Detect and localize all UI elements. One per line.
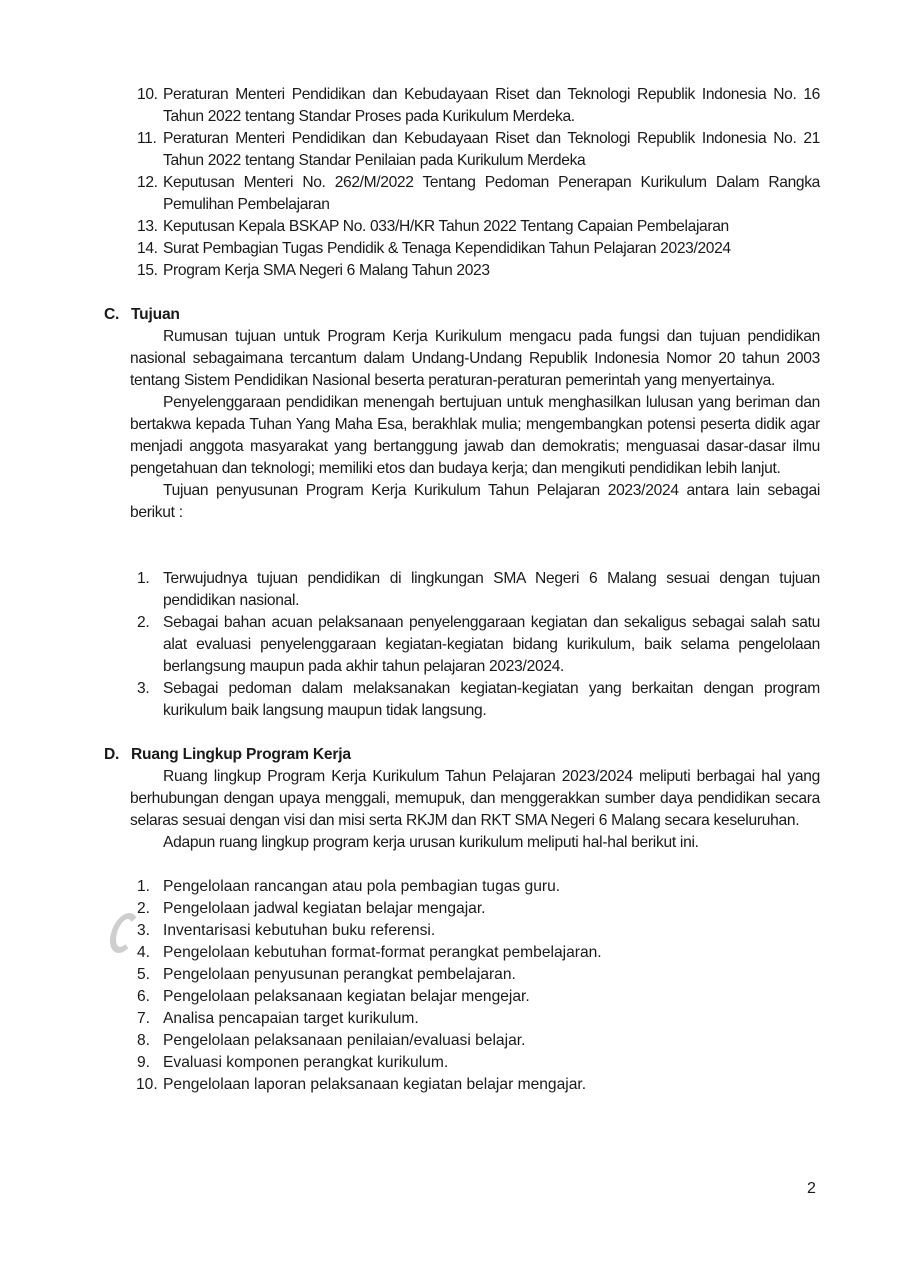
paragraph-text: Tujuan penyusunan Program Kerja Kurikulum Tahun Pelajaran 2023/2024 antara lain sebagai berikut : <box>130 482 820 521</box>
section-letter: C. <box>104 306 120 323</box>
list-item <box>130 1052 820 1074</box>
item-text: Pengelolaan pelaksanaan kegiatan belajar mengejar. <box>163 988 530 1005</box>
reference-item <box>130 172 820 216</box>
section-c-body <box>130 326 820 524</box>
reference-item <box>130 128 820 172</box>
section-c-heading <box>104 304 180 326</box>
item-number: 10. <box>137 86 158 103</box>
section-d-heading <box>104 744 351 766</box>
item-number: 12. <box>137 174 158 191</box>
list-item <box>130 876 820 898</box>
item-number: 2. <box>137 900 151 917</box>
item-text: Keputusan Kepala BSKAP No. 033/H/KR Tahun 2022 Tentang Capaian Pembelajaran <box>163 218 729 235</box>
list-item <box>130 898 820 920</box>
section-c-list <box>130 568 820 722</box>
item-text: Program Kerja SMA Negeri 6 Malang Tahun 2023 <box>163 262 490 279</box>
item-text: Pengelolaan rancangan atau pola pembagian tugas guru. <box>163 878 561 895</box>
section-letter: D. <box>104 746 120 763</box>
item-number: 9. <box>137 1054 151 1071</box>
paragraph-text: Ruang lingkup Program Kerja Kurikulum Tahun Pelajaran 2023/2024 meliputi berbagai hal yang berhubungan dengan upaya menggali, memupuk, dan menggerakkan sumber daya pendidikan secara selaras sesuai dengan visi dan misi serta RKJM dan RKT SMA Negeri 6 Malang secara keseluruhan. <box>130 768 820 829</box>
paragraph-text: Rumusan tujuan untuk Program Kerja Kurikulum mengacu pada fungsi dan tujuan pendidikan nasional sebagaimana tercantum dalam Undang-Undang Republik Indonesia Nomor 20 tahun 2003 tentang Sistem Pendidikan Nasional beserta peraturan-peraturan pemerintah yang menyertainya. <box>130 328 820 389</box>
paragraph-text: Penyelenggaraan pendidikan menengah bertujuan untuk menghasilkan lulusan yang beriman dan bertakwa kepada Tuhan Yang Maha Esa, berakhlak mulia; mengembangkan potensi peserta didik agar menjadi anggota masyarakat yang bertanggung jawab dan demokratis; menguasai dasar-dasar ilmu pengetahuan dan teknologi; memiliki etos dan budaya kerja; dan mengikuti pendidikan lebih lanjut. <box>130 394 820 477</box>
item-text: Pengelolaan pelaksanaan penilaian/evaluasi belajar. <box>163 1032 526 1049</box>
list-item <box>130 986 820 1008</box>
paragraph-text: Adapun ruang lingkup program kerja urusan kurikulum meliputi hal-hal berikut ini. <box>163 834 699 851</box>
item-number: 4. <box>137 944 151 961</box>
list-item <box>130 1074 820 1096</box>
section-d-list <box>130 876 820 1096</box>
item-number: 10. <box>136 1076 158 1093</box>
list-item <box>130 942 820 964</box>
list-item <box>130 1030 820 1052</box>
item-number: 5. <box>137 966 151 983</box>
item-number: 13. <box>137 218 158 235</box>
item-text: Pengelolaan laporan pelaksanaan kegiatan belajar mengajar. <box>163 1076 587 1093</box>
item-text: Keputusan Menteri No. 262/M/2022 Tentang Pedoman Penerapan Kurikulum Dalam Rangka Pemulihan Pembelajaran <box>163 174 820 213</box>
item-number: 3. <box>137 680 150 697</box>
item-number: 15. <box>137 262 158 279</box>
item-number: 6. <box>137 988 151 1005</box>
item-text: Pengelolaan penyusunan perangkat pembelajaran. <box>163 966 516 983</box>
item-text: Surat Pembagian Tugas Pendidik & Tenaga Kependidikan Tahun Pelajaran 2023/2024 <box>163 240 731 257</box>
item-text: Analisa pencapaian target kurikulum. <box>163 1010 419 1027</box>
item-number: 1. <box>137 878 151 895</box>
references-list <box>130 84 820 282</box>
reference-item <box>130 238 820 260</box>
item-number: 3. <box>137 922 151 939</box>
list-item <box>130 920 820 942</box>
list-item <box>130 1008 820 1030</box>
paragraph <box>130 392 820 480</box>
paragraph <box>130 326 820 392</box>
item-text: Pengelolaan jadwal kegiatan belajar mengajar. <box>163 900 486 917</box>
section-title: Ruang Lingkup Program Kerja <box>131 746 351 763</box>
item-number: 2. <box>137 614 150 631</box>
section-title: Tujuan <box>131 306 180 323</box>
list-item <box>130 612 820 678</box>
item-text: Pengelolaan kebutuhan format-format perangkat pembelajaran. <box>163 944 602 961</box>
item-number: 1. <box>137 570 150 587</box>
item-text: Sebagai pedoman dalam melaksanakan kegiatan-kegiatan yang berkaitan dengan program kurikulum baik langsung maupun tidak langsung. <box>163 680 820 719</box>
reference-item <box>130 260 820 282</box>
list-item <box>130 678 820 722</box>
item-number: 8. <box>137 1032 151 1049</box>
item-text: Inventarisasi kebutuhan buku referensi. <box>163 922 436 939</box>
reference-item <box>130 216 820 238</box>
item-text: Sebagai bahan acuan pelaksanaan penyelenggaraan kegiatan dan sekaligus sebagai salah satu alat evaluasi penyelenggaraan kegiatan-kegiatan bidang kurikulum, baik selama pengelolaan berlangsung maupun pada akhir tahun pelajaran 2023/2024. <box>163 614 820 675</box>
item-text: Terwujudnya tujuan pendidikan di lingkungan SMA Negeri 6 Malang sesuai dengan tujuan pendidikan nasional. <box>163 570 820 609</box>
paragraph <box>130 766 820 832</box>
page-number: 2 <box>807 1180 816 1197</box>
item-text: Peraturan Menteri Pendidikan dan Kebudayaan Riset dan Teknologi Republik Indonesia No. 16 Tahun 2022 tentang Standar Proses pada Kurikulum Merdeka. <box>163 86 820 125</box>
item-text: Evaluasi komponen perangkat kurikulum. <box>163 1054 449 1071</box>
list-item <box>130 964 820 986</box>
list-item <box>130 568 820 612</box>
item-number: 14. <box>137 240 158 257</box>
reference-item <box>130 84 820 128</box>
item-text: Peraturan Menteri Pendidikan dan Kebudayaan Riset dan Teknologi Republik Indonesia No. 21 Tahun 2022 tentang Standar Penilaian pada Kurikulum Merdeka <box>163 130 820 169</box>
item-number: 11. <box>137 130 157 147</box>
paragraph <box>130 480 820 524</box>
section-d-body <box>130 766 820 854</box>
item-number: 7. <box>137 1010 151 1027</box>
paragraph <box>130 832 820 854</box>
